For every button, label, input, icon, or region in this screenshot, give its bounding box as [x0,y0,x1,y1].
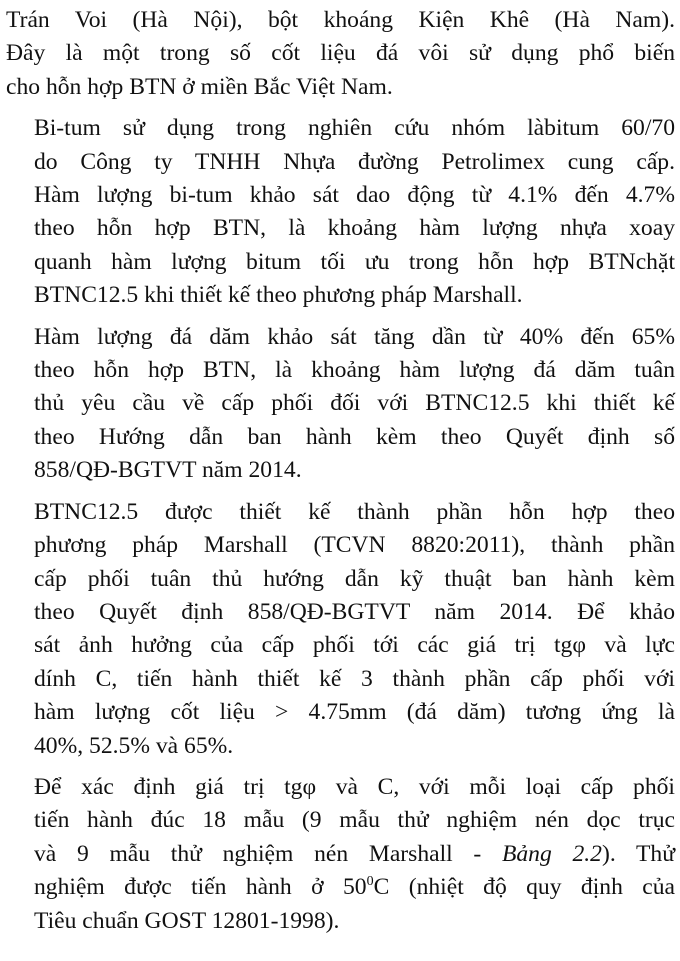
table-reference: Bảng 2.2 [501,840,602,867]
paragraph-aggregate [6,321,675,488]
paragraph-mix-design [6,496,675,763]
text-line: 40%, 52.5% và 65%. [34,732,234,759]
text-line: Hàm lượng bi-tum khảo sát dao động từ 4.1% đến 4.7% [34,182,675,209]
text-line: thủ yêu cầu về cấp phối đối với BTNC12.5 khi thiết kế [34,390,675,417]
text-line: theo Hướng dẫn ban hành kèm theo Quyết định số [34,423,675,450]
text-line: BTNC12.5 được thiết kế thành phần hỗn hợp theo [34,498,675,525]
text-line: Hàm lượng đá dăm khảo sát tăng dần từ 40% đến 65% [34,323,675,350]
text-line: Bi-tum sử dụng trong nghiên cứu nhóm làbitum 60/70 [34,115,675,142]
text-line: Đây là một trong số cốt liệu đá vôi sử dụng phổ biến [6,40,675,67]
text-line: theo hỗn hợp BTN, là khoảng hàm lượng nhựa xoay [34,215,675,242]
text-line [6,871,675,904]
text-segment: ). Thử [601,840,675,867]
text-segment: C (nhiệt độ quy định của [373,874,676,901]
text-line: theo hỗn hợp BTN, là khoảng hàm lượng đá dăm tuân [34,357,675,384]
text-line: hàm lượng cốt liệu > 4.75mm (đá dăm) tương ứng là [34,699,675,726]
text-line: sát ảnh hưởng của cấp phối tới các giá trị tgφ và lực [34,632,675,659]
document-page [6,4,675,946]
text-line [6,838,675,871]
text-line: cấp phối tuân thủ hướng dẫn kỹ thuật ban hành kèm [34,565,675,592]
text-line: quanh hàm lượng bitum tối ưu trong hỗn hợp BTNchặt [34,248,675,275]
text-line: 858/QĐ-BGTVT năm 2014. [34,457,302,484]
text-line: tiến hành đúc 18 mẫu (9 mẫu thử nghiệm nén dọc trục [34,807,675,834]
text-line: do Công ty TNHH Nhựa đường Petrolimex cung cấp. [34,148,675,175]
text-segment: nghiệm được tiến hành ở 50 [34,874,367,901]
paragraph-bitumen [6,112,675,312]
text-line: Tiêu chuẩn GOST 12801-1998). [34,907,340,934]
text-line: dính C, tiến hành thiết kế 3 thành phần cấp phối với [34,665,675,692]
text-line: cho hỗn hợp BTN ở miền Bắc Việt Nam. [6,73,393,100]
paragraph-materials [6,4,675,104]
text-segment: và 9 mẫu thử nghiệm nén Marshall - [34,840,502,867]
text-line: Trán Voi (Hà Nội), bột khoáng Kiện Khê (Hà Nam). [6,7,675,33]
degree-superscript: 0 [366,874,374,890]
text-line: Để xác định giá trị tgφ và C, với mỗi loại cấp phối [34,773,675,800]
text-line: BTNC12.5 khi thiết kế theo phương pháp Marshall. [34,282,523,309]
text-line: theo Quyết định 858/QĐ-BGTVT năm 2014. Để khảo [34,598,675,625]
paragraph-testing [6,771,675,938]
text-line: phương pháp Marshall (TCVN 8820:2011), thành phần [34,532,675,559]
